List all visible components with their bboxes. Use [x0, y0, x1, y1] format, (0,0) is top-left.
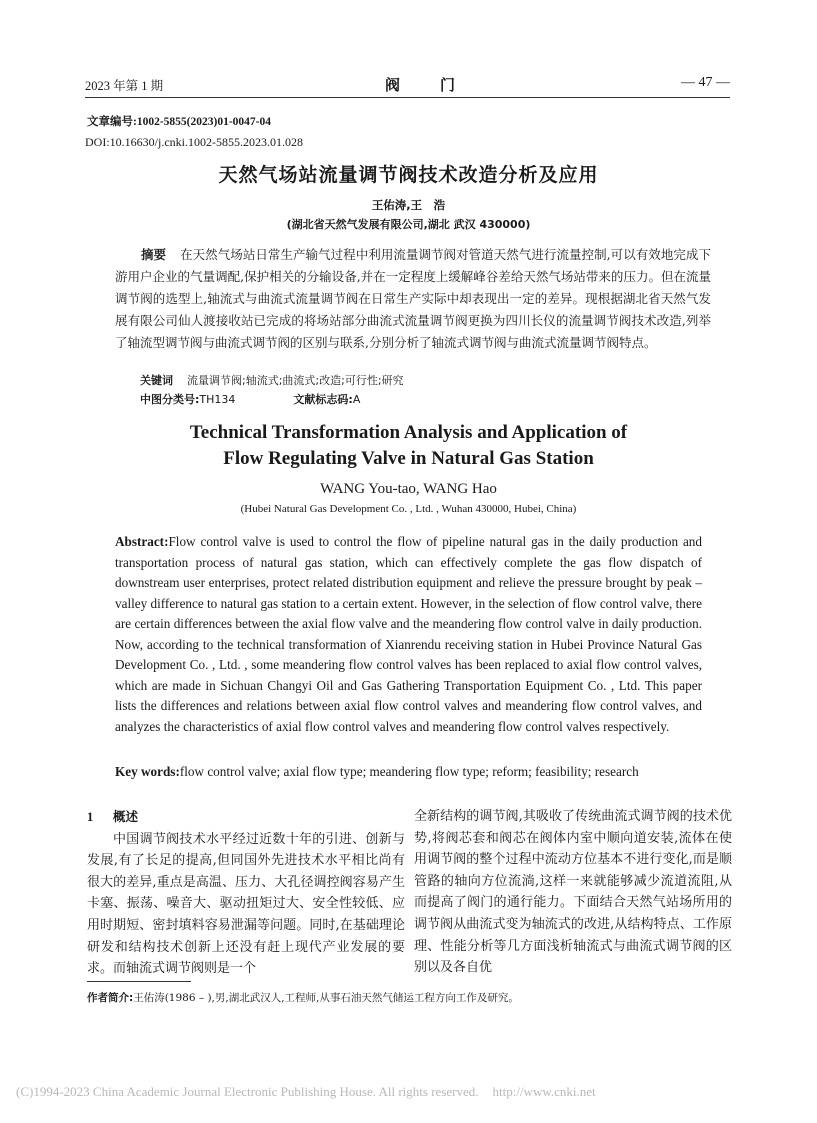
chinese-keywords-text: 流量调节阀;轴流式;曲流式;改造;可行性;研究	[187, 374, 404, 387]
chinese-authors: 王佑涛,王 浩	[371, 198, 446, 212]
chinese-abstract-text: 在天然气场站日常生产输气过程中利用流量调节阀对管道天然气进行流量控制,可以有效地完成下游用户企业的气量调配,保护相关的分输设备,并在一定程度上缓解峰谷差给天然气场站带来的压力。但在流量调节阀的选型上,轴流式与曲流式流量调节阀在日常生产实际中却表现出一定的差异。现根据湖北省天然气发展有限公司仙人渡接收站已完成的将场站部分曲流式流量调节阀更换为四川长仪的流量调节阀技术改造,列举了轴流型调节阀与曲流式调节阀的区别与联系,分别分析了轴流式调节阀与曲流式流量调节阀特点。	[115, 247, 711, 350]
english-abstract-text: Flow control valve is used to control the flow of pipeline natural gas in the daily production and transportation process of natural gas station, which can effectively complete the gas flow dispatch of downstream user enterprises, protect related distribution equipment and relieve the pressure brought by peak – valley difference to natural gas station to a certain extent. However, in the selection of flow control valve, there are certain differences between the axial flow valve and the meandering flow control valve in daily production. Now, according to the technical transformation of Xianrendu receiving station in Hubei Province Natural Gas Development Co. , Ltd. , some meandering flow control valves has been replaced to axial flow control valves, which are made in Sichuan Changyi Oil and Gas Gathering Transportation Equipment Co. , Ltd. This paper lists the differences and relations between axial flow control valves and meandering flow control valves, and analyzes the characteristics of axial flow control valves and meandering flow control valves respectively.	[115, 534, 702, 734]
chinese-keywords	[140, 372, 404, 388]
english-keywords-text: flow control valve; axial flow type; meandering flow type; reform; feasibility; research	[179, 764, 639, 779]
article-number	[87, 113, 271, 129]
article-number-value: 1002-5855(2023)01-0047-04	[136, 116, 271, 128]
english-title-line-1: Technical Transformation Analysis and Application of	[189, 422, 628, 443]
author-footnote	[87, 990, 519, 1005]
doi: DOI:10.16630/j.cnki.1002-5855.2023.01.028	[85, 135, 303, 149]
english-keywords	[115, 764, 715, 780]
running-header	[85, 76, 730, 96]
doc-code-label: 文献标志码:	[293, 393, 353, 406]
article-number-label: 文章编号:	[87, 116, 137, 128]
footnote-text: 王佑涛(1986 – ),男,湖北武汉人,工程师,从事石油天然气储运工程方向工作及研究。	[133, 992, 519, 1004]
clc-value: TH134	[199, 393, 236, 406]
english-authors: WANG You-tao, WANG Hao	[320, 481, 497, 497]
issue-label: 2023 年第 1 期	[85, 79, 164, 93]
copyright-text: (C)1994-2023 China Academic Journal Electronic Publishing House. All rights reserved.	[16, 1084, 479, 1099]
body-left-column	[87, 806, 405, 980]
doc-code-value: A	[352, 393, 361, 406]
body-paragraph: 中国调节阀技术水平经过近数十年的引进、创新与发展,有了长足的提高,但同国外先进技术水平相比尚有很大的差异,重点是高温、压力、大孔径调控阀容易产生卡塞、振荡、噪音大、驱动扭矩过大、安全性较低、应用时期短、密封填料容易泄漏等问题。同时,在基础理论研发和结构技术创新上还没有赶上现代产业发展的要求。而轴流式调节阀则是一个	[87, 831, 405, 977]
copyright-url: http://www.cnki.net	[492, 1084, 596, 1099]
chinese-abstract-label: 摘要	[141, 247, 167, 262]
clc-label: 中图分类号:	[140, 393, 200, 406]
section-heading	[87, 806, 405, 829]
chinese-abstract	[115, 244, 711, 354]
section-title: 概述	[113, 809, 139, 824]
chinese-keywords-label: 关键词	[140, 374, 173, 387]
english-abstract-label: Abstract:	[115, 534, 169, 549]
header-divider	[85, 97, 730, 98]
chinese-title: 天然气场站流量调节阀技术改造分析及应用	[218, 164, 599, 186]
copyright-watermark	[16, 1084, 596, 1100]
page-number: — 47 —	[681, 75, 730, 90]
classification	[140, 391, 360, 407]
english-abstract	[115, 532, 702, 737]
chinese-affiliation: (湖北省天然气发展有限公司,湖北 武汉 430000)	[286, 218, 531, 231]
body-paragraph-continued: 全新结构的调节阀,其吸收了传统曲流式调节阀的技术优势,将阀芯套和阀芯在阀体内室中顺向道安装,流体在使用调节阀的整个过程中流动方位基本不进行变化,而是顺管路的轴向方位流淌,这样一来就能够减少流道流阻,从而提高了阀门的通行能力。下面结合天然气站场所用的调节阀从曲流式变为轴流式的改进,从结构特点、工作原理、性能分析等几方面浅析轴流式与曲流式调节阀的区别以及各自优	[414, 809, 732, 976]
journal-name: 阀门	[385, 76, 496, 94]
footnote-divider	[87, 981, 191, 982]
section-number: 1	[87, 810, 94, 824]
english-affiliation: (Hubei Natural Gas Development Co. , Ltd. , Wuhan 430000, Hubei, China)	[240, 503, 577, 515]
english-title-line-2: Flow Regulating Valve in Natural Gas Station	[223, 448, 594, 469]
english-title	[0, 420, 817, 472]
footnote-label: 作者简介:	[87, 992, 134, 1004]
body-right-column	[414, 806, 732, 979]
english-keywords-label: Key words:	[115, 764, 180, 779]
